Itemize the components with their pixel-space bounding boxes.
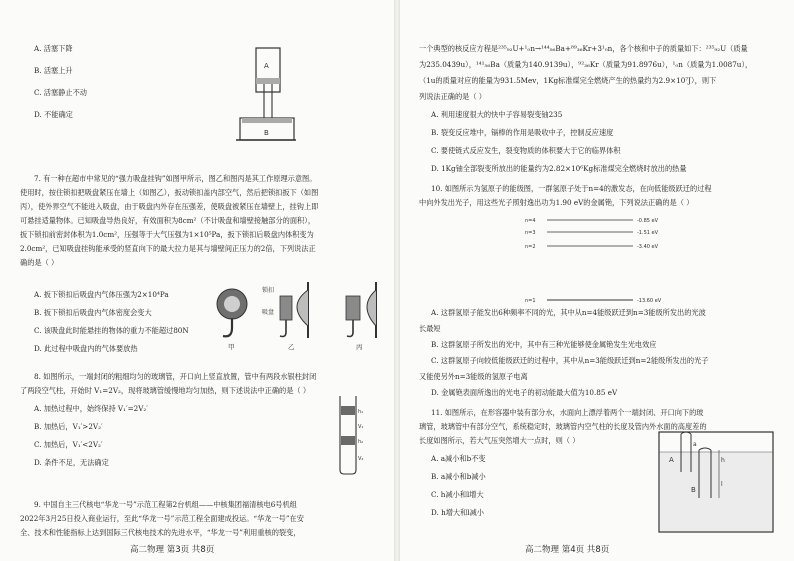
q6-option-b: B. 活塞上升 — [34, 66, 73, 75]
q9-option-b: B. 裂变反应堆中，镉棒的作用是吸收中子，控制反应速度 — [431, 128, 614, 137]
q11-line: 11. 如图所示，在形容器中装有部分水，水面向上漂浮着两个一端封闭、开口向下的玻 — [431, 408, 704, 417]
q9-option-d: D. 1Kg铀全部裂变所放出的能量约为2.82×10⁶Kg标准煤完全燃烧时放出的热量 — [431, 164, 687, 173]
q7-option-b: B. 扳下锁扣后吸盘内气体密度会变大 — [34, 308, 152, 317]
q8-option-b: B. 加热后，V₁′>2V₂′ — [34, 422, 103, 431]
q11-label-b-upper: B — [691, 486, 696, 494]
q8-option-c: C. 加热后，V₁′<2V₂′ — [34, 440, 103, 449]
q7-line: 可悬挂适量物体。已知吸盘导热良好，有效面积为8cm²（不计吸盘和墙壁接触部分的面积）， — [20, 216, 316, 225]
q7-label-bing: 丙 — [356, 343, 363, 351]
q11-label-h: h — [721, 457, 725, 464]
q6-option-c: C. 活塞静止不动 — [34, 88, 87, 97]
q8-option-d: D. 条件不足，无法确定 — [34, 458, 109, 467]
q8-label-v1: V₁ — [358, 424, 364, 430]
q7-line: 2.0cm²，已知吸盘挂钩能承受的竖直向下的最大拉力是其与墙壁间正压力的2倍，下列说法正 — [20, 244, 316, 253]
energy-level-n: n=1 — [525, 298, 536, 304]
hydrogen-energy-level-diagram — [525, 212, 685, 304]
energy-level-e: -1.51 eV — [637, 230, 659, 236]
q9-line: 9. 中国自主三代核电“华龙一号”示范工程第2台机组——中核集团福清核电6号机组 — [34, 500, 297, 509]
q7-line: 7. 有一种在超市中常见的“强力吸盘挂钩”如图甲所示，图乙和图丙是其工作原理示意图。 — [34, 174, 317, 183]
energy-level-e: -0.85 eV — [637, 218, 659, 224]
q7-label-cup: 吸盘 — [262, 309, 275, 316]
energy-level-e: -13.60 eV — [637, 298, 662, 304]
q11-option-a: A. a减小和b不变 — [431, 454, 486, 463]
q11-label-l: l — [721, 481, 723, 488]
q8-label-h2: h₂ — [358, 439, 364, 445]
q11-option-b: B. a减小和b减小 — [431, 472, 486, 481]
q11-option-c: C. h减小和l增大 — [431, 490, 484, 499]
energy-level-n: n=3 — [525, 230, 536, 236]
q9-cont-line: 列说法正确的是（ ） — [419, 92, 486, 101]
q10-line: 10. 如图所示为氢原子的能级图，一群氢原子处于n=4的激发态，在向低能级跃迁的过程 — [431, 184, 712, 193]
q9-cont-line: （1u的质量对应的能量为931.5Mev，1Kg标准煤完全燃烧产生的热量约为2.9×10⁷J），则下 — [419, 76, 717, 85]
q7-line: 确的是（ ） — [20, 258, 59, 267]
q7-line: 丙），使外界空气不能进入吸盘，由于吸盘内外存在压强差，使吸盘被紧压在墙壁上，挂钩上即 — [20, 202, 319, 211]
q10-option-a: A. 这群氢原子能发出6种频率不同的光，其中从n=4能级跃迁到n=3能级所发出的光波 — [431, 308, 706, 317]
q11-option-d: D. h增大和l减小 — [431, 508, 484, 517]
q10-option-b: B. 这群氢原子所发出的光中，其中有三种光能够使金属铯发生光电效应 — [431, 340, 657, 349]
q8-line: 了两段空气柱，开始时 V₁=2V₂，现将玻璃管缓慢地均匀加热，则下述说法中正确的是（ ） — [20, 386, 311, 395]
q7-suction-hook-figure — [208, 282, 388, 352]
energy-level-n: n=4 — [525, 218, 536, 224]
q10-option-a-cont: 长最短 — [419, 324, 441, 333]
q10-line: 中向外发出光子，用这些光子照射逸出功为1.90 eV的金属铯，下列说法正确的是（ ） — [419, 198, 694, 207]
page-footer-left: 高二物理 第3页 共8页 — [130, 545, 215, 555]
q7-line: 使用时，按住锁扣把吸盘紧压在墙上（如图乙），扳动锁扣盖内部空气，然后把锁扣扳下（如图 — [20, 188, 319, 197]
q7-label-yi: 乙 — [288, 343, 295, 351]
q10-option-c-cont: 又能使另外n=3能级的氢原子电离 — [419, 372, 528, 381]
energy-level-e: -3.40 eV — [637, 244, 659, 250]
q6-label-b: B — [264, 129, 269, 137]
q8-label-v2: V₂ — [358, 456, 364, 462]
q11-label-a-upper: A — [669, 456, 674, 464]
q7-label-jia: 甲 — [228, 343, 235, 351]
q9-option-c: C. 要使链式反应发生，裂变物质的体积要大于它的临界体积 — [431, 146, 621, 155]
q9-option-a: A. 利用速度很大的快中子容易裂变铀235 — [431, 110, 563, 119]
energy-level-n: n=2 — [525, 244, 536, 250]
q10-option-c: C. 这群氢原子向较低能级跃迁的过程中，其中从n=3能级跃迁到n=2能级所发出的光子 — [431, 356, 709, 365]
q9-line: 全、技术和性能指标上达到国际三代核电技术的先进水平，“华龙一号”利用重核的裂变， — [20, 528, 301, 537]
q6-piston-figure — [236, 40, 296, 144]
q11-line: 长度如图所示，若大气压突然增大一点时，则（ ） — [419, 436, 580, 445]
q8-option-a: A. 加热过程中，始终保持 V₁′=2V₂′ — [34, 404, 148, 413]
page-footer-right: 高二物理 第4页 共8页 — [525, 545, 610, 555]
q7-line: 扳下锁扣前密封体积为1.0cm²，压强等于大气压强为1×10⁵Pa，扳下锁扣后吸盘内体积变为 — [20, 230, 314, 239]
q9-cont-line: 一个典型的核反应方程是²³⁵₉₂U+¹₀n→¹⁴⁴₅₆Ba+⁸⁹₃₆Kr+3¹₀n，各个核和中子的质量如下：²³⁵₉₂U（质量 — [419, 44, 748, 53]
q8-glass-tube-figure — [336, 396, 366, 474]
q11-line: 璃管，玻璃管中有部分空气，系统稳定时，玻璃管内空气柱的长度及管内外水面的高度差的 — [419, 422, 707, 431]
q7-option-a: A. 扳下锁扣后吸盘内气体压强为2×10⁴Pa — [34, 290, 169, 299]
q6-option-a: A. 活塞下降 — [34, 44, 73, 53]
q6-label-a: A — [264, 62, 269, 70]
q10-option-d: D. 金属铯表面所逸出的光电子的初动能最大值为10.85 eV — [431, 388, 618, 397]
q6-option-d: D. 不能确定 — [34, 110, 73, 119]
q7-label-lock: 锁扣 — [262, 287, 275, 294]
q8-line: 8. 如图所示，一端封闭的粗细均匀的玻璃管，开口向上竖直放置，管中有两段水银柱封闭 — [34, 372, 317, 381]
q7-option-d: D. 此过程中吸盘内的气体要放热 — [34, 344, 138, 353]
q11-label-a: a — [693, 441, 697, 448]
q9-cont-line: 为235.0439u），¹⁴¹₅₆Ba（质量为140.9139u），⁹²₃₆Kr（质量为91.8976u），¹₀n（质量为1.0087u）， — [419, 60, 753, 69]
q7-option-c: C. 该吸盘此时能悬挂的物体的重力不能超过80N — [34, 326, 189, 335]
q9-line: 2022年3月25日投入商业运行，至此“华龙一号”示范工程全面建成投运。“华龙一号”在安 — [20, 514, 304, 523]
q11-floating-tubes-figure — [659, 432, 773, 534]
right-page — [397, 0, 794, 561]
q8-label-h1: h₁ — [358, 409, 364, 415]
